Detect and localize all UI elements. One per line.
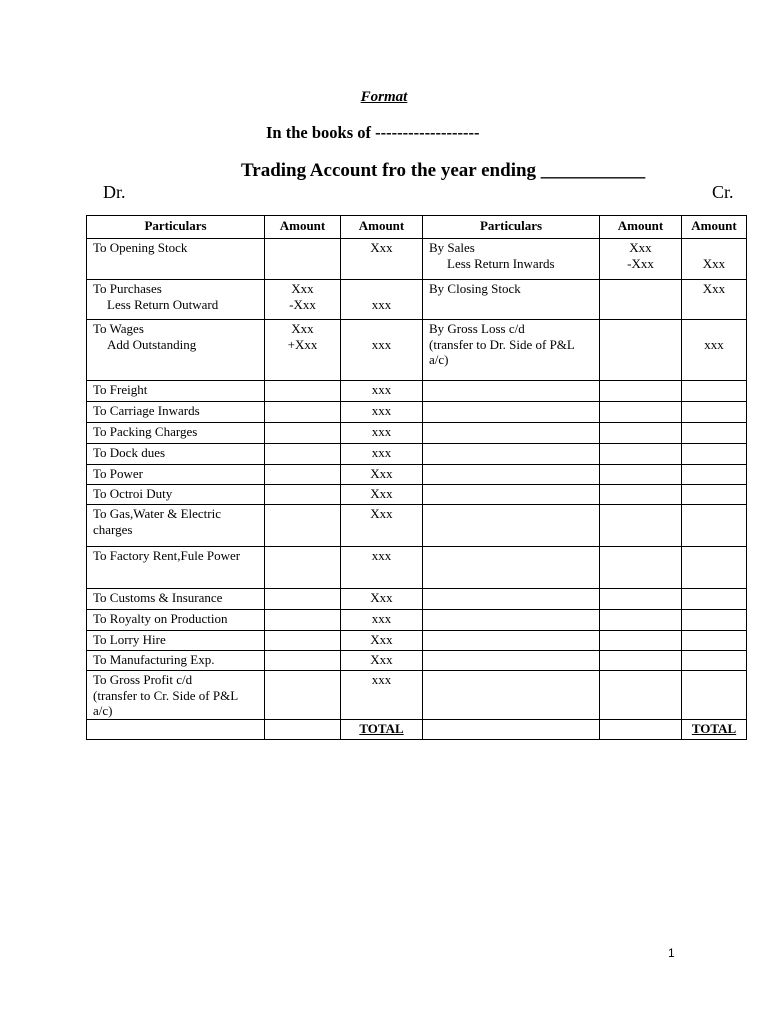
dr-amount2-cell — [341, 631, 423, 651]
dr-particulars-cell — [87, 239, 265, 280]
table-row — [87, 239, 747, 280]
cr-amount2-cell — [682, 239, 747, 280]
cr-amount1-cell — [600, 485, 682, 505]
cr-particulars-cell — [423, 402, 600, 423]
cr-amount1-cell — [600, 381, 682, 402]
cr-amount1-cell — [600, 671, 682, 720]
dr-particular-text: charges — [93, 521, 133, 537]
cr-total-label: TOTAL — [691, 720, 737, 736]
cr-amount1-cell — [600, 631, 682, 651]
cr-amount2-cell — [682, 547, 747, 589]
total-row — [87, 719, 747, 739]
cr-amount2-cell — [682, 423, 747, 444]
debit-side-label: Dr. — [103, 182, 126, 202]
dr-particulars-cell — [87, 444, 265, 465]
column-header: Particulars — [87, 216, 265, 239]
cr-particular-text: Less Return Inwards — [447, 255, 555, 271]
dr-amount-text: xxx — [371, 403, 392, 418]
dr-particulars-cell — [87, 402, 265, 423]
dr-amount1-cell — [265, 381, 341, 402]
dr-amount-text: Xxx — [370, 486, 393, 501]
dr-particular-text: To Royalty on Production — [93, 611, 228, 626]
dr-particulars-cell — [87, 671, 265, 720]
dr-amount2-cell — [341, 651, 423, 671]
cr-amount-text — [682, 240, 746, 256]
table-row — [87, 505, 747, 547]
credit-side-label: Cr. — [712, 182, 734, 202]
cr-particular-text: By Closing Stock — [429, 281, 521, 296]
cr-amount-text: Xxx — [702, 281, 726, 296]
dr-particulars-cell — [87, 631, 265, 651]
dr-amount1-cell — [265, 610, 341, 631]
cr-amount2-cell — [682, 631, 747, 651]
cr-amount2-cell — [682, 505, 747, 547]
cr-particulars-cell — [423, 485, 600, 505]
dr-amount-text: Xxx — [370, 590, 393, 605]
dr-amount2-cell — [341, 402, 423, 423]
cr-amount-text: xxx — [704, 336, 724, 352]
dr-particular-text: To Power — [93, 466, 144, 481]
cr-particulars-cell — [423, 423, 600, 444]
dr-amount1-cell — [265, 589, 341, 610]
dr-particular-text: To Dock dues — [93, 445, 166, 460]
dr-amount1-cell — [265, 280, 341, 320]
cr-amount1-cell — [600, 589, 682, 610]
cr-particulars-cell — [423, 651, 600, 671]
cr-amount-text — [600, 321, 681, 337]
cr-amount1-cell — [600, 547, 682, 589]
table-row — [87, 423, 747, 444]
trading-account-title: Trading Account fro the year ending ___________ — [241, 160, 646, 181]
dr-particular-text: To Packing Charges — [93, 424, 198, 439]
dr-particular-text: Add Outstanding — [107, 336, 197, 352]
dr-amount2-cell — [341, 671, 423, 720]
table-row — [87, 610, 747, 631]
table-row — [87, 589, 747, 610]
cr-amount2-cell — [682, 465, 747, 485]
cr-particular-text: By Gross Loss c/d — [429, 321, 525, 336]
dr-amount2-cell — [341, 381, 423, 402]
cr-amount-text: Xxx — [629, 240, 652, 255]
dr-particulars-cell — [87, 280, 265, 320]
dr-particulars-cell — [87, 651, 265, 671]
cr-amount1-cell — [600, 610, 682, 631]
cr-particulars-cell — [423, 444, 600, 465]
cr-amount1-cell — [600, 444, 682, 465]
dr-particulars-cell — [87, 423, 265, 444]
column-header: Particulars — [423, 216, 600, 239]
dr-amount-text: xxx — [371, 382, 392, 397]
cr-particulars-cell — [423, 671, 600, 720]
cr-amount2-cell — [682, 402, 747, 423]
dr-particular-text: To Purchases — [93, 281, 162, 296]
dr-amount2-cell — [341, 239, 423, 280]
dr-amount2-cell — [341, 547, 423, 589]
dr-amount2-cell — [341, 610, 423, 631]
dr-amount-text: Xxx — [370, 632, 393, 647]
dr-amount-text: Xxx — [370, 506, 393, 521]
cr-amount2-cell — [682, 320, 747, 381]
dr-amount1-cell — [265, 465, 341, 485]
table-row — [87, 320, 747, 381]
dr-amount1-cell — [265, 547, 341, 589]
dr-amount1-cell — [265, 320, 341, 381]
dr-amount2-cell — [341, 320, 423, 381]
dr-amount-text — [265, 240, 340, 256]
column-header: Amount — [682, 216, 747, 239]
dr-amount1-cell — [265, 423, 341, 444]
dr-particulars-cell — [87, 465, 265, 485]
cr-particulars-cell — [423, 589, 600, 610]
cr-particulars-cell — [423, 280, 600, 320]
cr-particulars-cell — [423, 631, 600, 651]
cr-amount1-cell — [600, 320, 682, 381]
dr-particular-text: Less Return Outward — [107, 296, 219, 312]
cr-amount-text: Xxx — [702, 255, 726, 271]
cr-particulars-cell — [423, 465, 600, 485]
cr-particulars-cell — [423, 239, 600, 280]
dr-particulars-cell — [87, 547, 265, 589]
cr-total-cell — [682, 719, 747, 739]
dr-amount2-cell — [341, 465, 423, 485]
dr-particular-text: To Freight — [93, 382, 148, 397]
dr-particular-text: To Factory Rent,Fule Power — [93, 548, 241, 563]
dr-amount-text: Xxx — [291, 281, 314, 296]
cr-particulars-cell — [423, 381, 600, 402]
table-row — [87, 547, 747, 589]
cr-amount-text — [600, 281, 681, 297]
dr-amount-text — [341, 281, 422, 297]
dr-amount-text: xxx — [371, 296, 392, 312]
cr-particulars-cell — [423, 610, 600, 631]
books-of-heading: In the books of ------------------- — [266, 123, 480, 142]
dr-amount1-cell — [265, 671, 341, 720]
cr-particulars-cell — [423, 320, 600, 381]
cr-particular-text: By Sales — [429, 240, 475, 255]
table-row — [87, 465, 747, 485]
column-header: Amount — [341, 216, 423, 239]
trading-account-table — [86, 215, 747, 740]
dr-particulars-cell — [87, 320, 265, 381]
dr-particular-text: To Lorry Hire — [93, 632, 166, 647]
dr-amount1-cell — [265, 485, 341, 505]
cr-amount2-cell — [682, 485, 747, 505]
dr-amount-text: Xxx — [370, 466, 393, 481]
dr-particular-text: To Wages — [93, 321, 144, 336]
dr-amount1-cell — [265, 402, 341, 423]
table-row — [87, 402, 747, 423]
table-row — [87, 381, 747, 402]
dr-particular-text: To Gross Profit c/d — [93, 672, 193, 687]
table-header-row — [87, 216, 747, 239]
cr-amount1-cell — [600, 505, 682, 547]
cr-amount1-cell — [600, 651, 682, 671]
dr-amount1-cell — [265, 239, 341, 280]
dr-particular-text: To Gas,Water & Electric — [93, 506, 221, 521]
dr-particular-text: To Opening Stock — [93, 240, 188, 255]
column-header: Amount — [265, 216, 341, 239]
cr-amount2-cell — [682, 589, 747, 610]
dr-amount2-cell — [341, 444, 423, 465]
page-number: 1 — [668, 946, 675, 960]
dr-particular-text: To Carriage Inwards — [93, 403, 200, 418]
dr-particulars-cell — [87, 610, 265, 631]
cr-particular-text: (transfer to Dr. Side of P&L — [429, 336, 575, 352]
cr-amount2-cell — [682, 444, 747, 465]
dr-amount2-cell — [341, 280, 423, 320]
table-row — [87, 671, 747, 720]
dr-total-label: TOTAL — [359, 720, 404, 736]
cr-amount1-cell — [600, 402, 682, 423]
cr-particular-text: a/c) — [429, 352, 449, 367]
dr-particulars-cell — [87, 381, 265, 402]
dr-amount-text: xxx — [371, 445, 392, 460]
dr-amount-text: Xxx — [370, 240, 393, 255]
cr-amount2-cell — [682, 671, 747, 720]
dr-amount1-cell — [265, 719, 341, 739]
dr-amount-text: xxx — [371, 672, 392, 687]
dr-particulars-cell — [87, 485, 265, 505]
table-row — [87, 651, 747, 671]
dr-total-cell — [341, 719, 423, 739]
dr-amount2-cell — [341, 505, 423, 547]
cr-particulars-cell — [423, 547, 600, 589]
dr-amount-text: -Xxx — [289, 296, 316, 312]
table-row — [87, 280, 747, 320]
format-title: Format — [360, 89, 408, 105]
cr-amount2-cell — [682, 610, 747, 631]
dr-amount-text: Xxx — [291, 321, 314, 336]
cr-amount2-cell — [682, 381, 747, 402]
dr-amount-text: xxx — [371, 424, 392, 439]
dr-particular-text: To Customs & Insurance — [93, 590, 223, 605]
dr-amount-text: xxx — [371, 336, 392, 352]
dr-amount1-cell — [265, 631, 341, 651]
dr-amount-text: +Xxx — [287, 336, 318, 352]
column-header: Amount — [600, 216, 682, 239]
dr-amount2-cell — [341, 589, 423, 610]
dr-particulars-cell — [87, 719, 265, 739]
dr-amount2-cell — [341, 423, 423, 444]
dr-particulars-cell — [87, 589, 265, 610]
dr-amount-text: xxx — [371, 611, 392, 626]
dr-amount1-cell — [265, 444, 341, 465]
table-row — [87, 485, 747, 505]
dr-particular-text: To Octroi Duty — [93, 486, 173, 501]
cr-amount1-cell — [600, 423, 682, 444]
dr-particular-text: To Manufacturing Exp. — [93, 652, 215, 667]
cr-amount2-cell — [682, 651, 747, 671]
dr-amount2-cell — [341, 485, 423, 505]
dr-amount-text: Xxx — [370, 652, 393, 667]
cr-amount1-cell — [600, 280, 682, 320]
dr-amount-text: xxx — [371, 548, 392, 563]
dr-amount1-cell — [265, 651, 341, 671]
cr-amount1-cell — [600, 719, 682, 739]
table-row — [87, 444, 747, 465]
cr-amount1-cell — [600, 239, 682, 280]
dr-particular-text: a/c) — [93, 703, 113, 718]
cr-particulars-cell — [423, 505, 600, 547]
dr-particular-text: (transfer to Cr. Side of P&L — [93, 687, 239, 703]
dr-amount-text — [341, 321, 422, 337]
cr-particulars-cell — [423, 719, 600, 739]
cr-amount1-cell — [600, 465, 682, 485]
dr-amount1-cell — [265, 505, 341, 547]
dr-particulars-cell — [87, 505, 265, 547]
cr-amount-text — [682, 321, 746, 337]
table-row — [87, 631, 747, 651]
cr-amount-text: -Xxx — [627, 255, 654, 271]
cr-amount2-cell — [682, 280, 747, 320]
